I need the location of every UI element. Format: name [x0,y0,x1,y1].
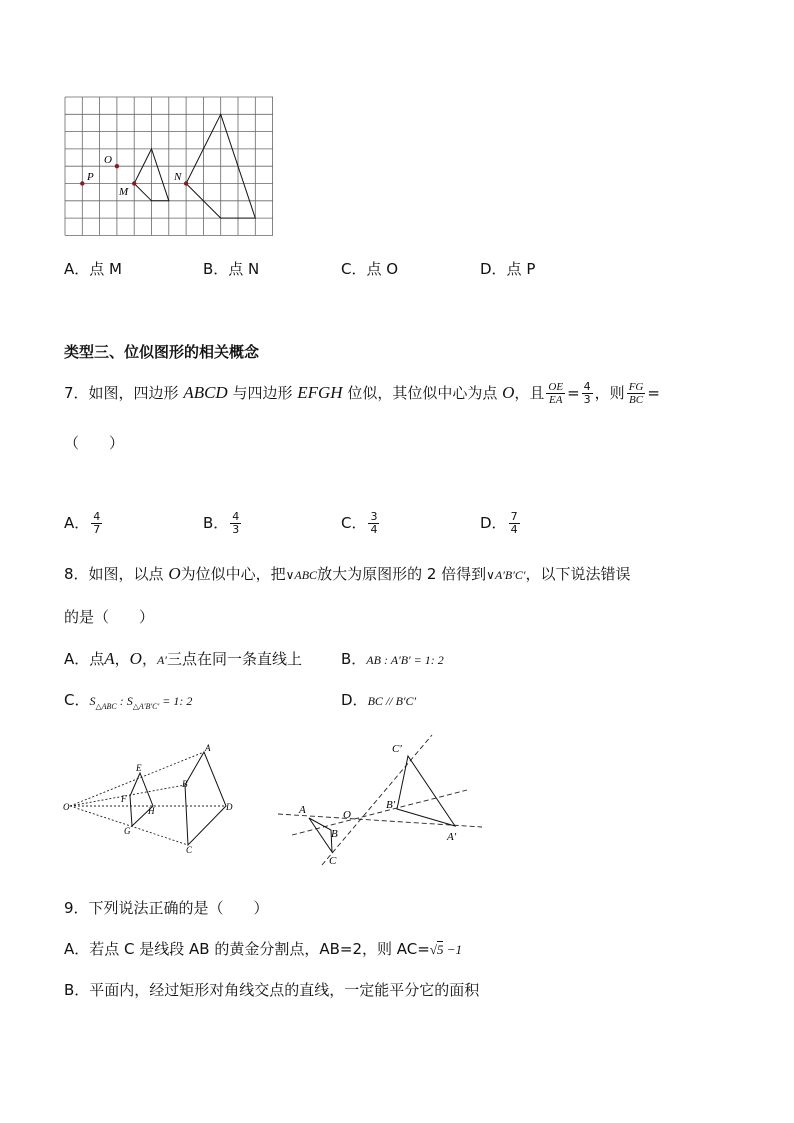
q8-option-c[interactable]: C．$S_{\triangle ABC}$ : $S_{\triangle A'B'C'} = 1$: 2 [64,691,193,711]
q8-tri2: ∨A′B′C′ [486,568,526,582]
triangle-a-prime [397,756,455,826]
quad-abcd [185,752,226,845]
fig2-label-b-prime: B′ [386,799,396,811]
q7-option-a[interactable]: A． $\frac{4}{7}$ [64,510,101,536]
q7-option-b[interactable]: B． $\frac{4}{3}$ [203,510,240,536]
q7-text-1: 7．如图，四边形 [64,384,184,402]
q7-fraction-fg-bc: $\frac{FG}{BC}$ [628,381,644,406]
dotted-rays [70,752,226,845]
q9-option-a[interactable]: A．若点 C 是线段 AB 的黄金分割点，AB=2，则 AC=√5 −1 [64,940,463,958]
fig1-label-f: F [121,794,127,804]
q7-text-5: ，则 [594,384,625,402]
fig2-label-c-prime: C′ [392,743,402,755]
q7-option-d[interactable]: D． $\frac{7}{4}$ [480,510,518,536]
question-7 [64,378,660,408]
q7-eq: = [567,384,580,402]
q7-text-4: ，且 [514,384,545,402]
q7-text-2: 与四边形 [227,384,298,402]
q7-text-3: 位似，其位似中心为点 [342,384,503,402]
label-o: O [104,154,112,166]
fig2-label-b: B [331,828,338,840]
q8-tri1: ∨ABC [285,568,318,582]
quad-efgh [130,773,153,826]
fig2-label-a-prime: A′ [447,831,457,843]
q7-efgh: EFGH [297,383,343,402]
fig1-label-b: B [182,779,188,789]
q8-option-b[interactable]: B．AB : A′B′ = 1: 2 [341,650,444,668]
q8-option-d[interactable]: D．BC // B′C′ [341,691,417,709]
question-9: 9．下列说法正确的是（ ） [64,899,269,917]
q7-abcd: ABCD [183,383,228,402]
fig1-label-e: E [136,763,142,773]
figure-quadrilaterals [60,740,240,858]
label-m: M [119,186,129,198]
fig1-label-g: G [124,826,131,836]
point-o [115,164,119,168]
grid-lines [65,97,273,235]
label-n: N [174,171,182,183]
point-m [132,181,136,185]
point-p [80,181,84,185]
q6-option-c[interactable]: C．点 O [341,260,399,278]
grid-figure [64,96,276,238]
q7-eq2: = [647,384,660,402]
fig1-label-a: A [205,743,211,753]
q6-option-a[interactable]: A．点 M [64,260,122,278]
q7-fraction-oe-ea: $\frac{OE}{EA}$ [548,381,564,406]
fig1-label-c: C [186,845,193,855]
fig1-label-h: H [148,806,155,816]
q7-paren: （ ） [64,434,125,452]
dashed-lines [278,735,482,865]
fig2-label-a: A [299,804,306,816]
fig2-label-c: C [329,855,337,867]
q7-fraction-4-3: $\frac{4}{3}$ [583,380,591,406]
triangle-abc [309,818,332,852]
label-p: P [87,171,94,183]
q6-option-d[interactable]: D．点 P [480,260,536,278]
figure-triangles [272,730,487,870]
q8-option-a[interactable]: A．点A，O，A′三点在同一条直线上 [64,649,302,668]
section-title: 类型三、位似图形的相关概念 [64,343,260,361]
q7-o: O [502,383,515,402]
q7-option-c[interactable]: C． $\frac{3}{4}$ [341,510,378,536]
fig2-label-o: O [343,809,351,821]
q6-option-b[interactable]: B．点 N [203,260,260,278]
q8-o: O [168,564,181,583]
q8-line2: 的是（ ） [64,608,155,626]
fig1-label-o: O [63,802,70,812]
fig1-label-d: D [226,802,233,812]
question-8: 8．如图，以点 O为位似中心，把∨ABC放大为原图形的 2 倍得到∨A′B′C′，以下说法错误 [64,564,631,583]
q9-option-b[interactable]: B．平面内，经过矩形对角线交点的直线，一定能平分它的面积 [64,981,480,999]
point-n [184,181,188,185]
